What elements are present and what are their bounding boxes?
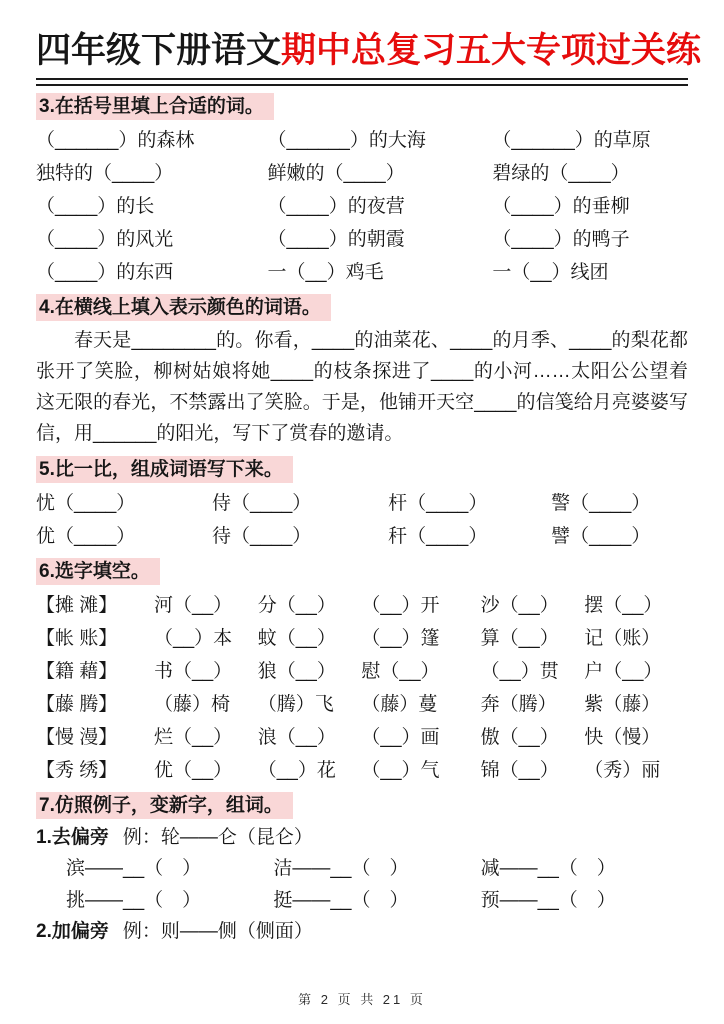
fill-blank-item: 秆（____）	[388, 525, 488, 547]
fill-blank-item: 优（__）	[154, 759, 233, 781]
page-title-red: 期中总复习五大专项过关练	[281, 31, 702, 70]
fill-blank-item: 【藤 腾】	[36, 693, 118, 715]
fill-blank-item: （__）开	[361, 594, 440, 616]
fill-blank-item: 碧绿的（____）	[492, 162, 630, 184]
fill-blank-item: 浪（__）	[257, 726, 336, 748]
page-title-black: 四年级下册语文	[36, 31, 282, 70]
section-4-heading: 4.在横线上填入表示颜色的词语。	[36, 294, 331, 321]
section-4-paragraph: 春天是________的。你看，____的油菜花、____的月季、____的梨花都张开了笑脸，柳树姑娘将她____的枝条探进了____的小河……太阳公公望着这无限的春光，不禁露出了笑脸。于是，他铺开天空____的信笺给月亮婆婆写信，用______的阳光，写下了赏春的邀请。	[36, 329, 688, 444]
section-3-grid	[36, 122, 688, 287]
fill-blank-item: 譬（____）	[551, 525, 651, 547]
fill-blank-item: 分（__）	[257, 594, 336, 616]
fill-blank-item: 减——__（ ）	[480, 858, 616, 879]
fill-blank-item: 滨——__（ ）	[66, 858, 202, 879]
fill-blank-item: 【秀 绣】	[36, 759, 118, 781]
section-5-heading: 5.比一比，组成词语写下来。	[36, 456, 293, 483]
fill-blank-item: （__）贯	[480, 660, 559, 682]
section-3-fill-brackets	[36, 93, 688, 287]
section-6-choose-character	[36, 558, 688, 785]
section-7-sub2-line	[36, 915, 688, 945]
fill-blank-item: （____）的朝霞	[267, 228, 405, 250]
fill-blank-item: （____）的垂柳	[492, 195, 630, 217]
fill-blank-item: 警（____）	[551, 492, 651, 514]
section-6-heading-row	[36, 558, 688, 585]
fill-blank-item: （____）的长	[36, 195, 155, 217]
fill-blank-item: 洁——__（ ）	[273, 858, 409, 879]
fill-blank-item: 锦（__）	[480, 759, 559, 781]
section-7-sub2-example: 例：则——侧（侧面）	[122, 921, 313, 942]
section-7-sub2-label: 2.加偏旁	[36, 921, 109, 942]
fill-blank-item: 【摊 滩】	[36, 594, 118, 616]
fill-blank-item: 【帐 账】	[36, 627, 118, 649]
fill-blank-item: 一（__）鸡毛	[267, 261, 384, 283]
fill-blank-item: 沙（__）	[480, 594, 559, 616]
section-6-grid	[36, 587, 688, 785]
section-5-grid	[36, 485, 688, 551]
fill-blank-item: 独特的（____）	[36, 162, 174, 184]
section-3-heading: 3.在括号里填上合适的词。	[36, 93, 274, 120]
fill-blank-item: 预——__（ ）	[480, 890, 616, 911]
section-7-sub1-label: 1.去偏旁	[36, 827, 109, 848]
fill-blank-item: 傲（__）	[480, 726, 559, 748]
fill-blank-item: 奔（腾）	[480, 693, 557, 715]
section-7-heading: 7.仿照例子，变新字，组词。	[36, 792, 293, 819]
fill-blank-item: 记（账）	[584, 627, 661, 649]
fill-blank-item: （____）的风光	[36, 228, 174, 250]
section-3-heading-row	[36, 93, 688, 120]
fill-blank-item: 蚊（__）	[257, 627, 336, 649]
fill-blank-item: 算（__）	[480, 627, 559, 649]
fill-blank-item: （______）的大海	[267, 129, 426, 151]
fill-blank-item: 河（__）	[154, 594, 233, 616]
fill-blank-item: 户（__）	[584, 660, 663, 682]
section-5-compare-characters	[36, 456, 688, 551]
fill-blank-item: （____）的东西	[36, 261, 174, 283]
title-double-rule	[36, 78, 688, 86]
fill-blank-item: 优（____）	[36, 525, 136, 547]
fill-blank-item: （__）气	[361, 759, 440, 781]
fill-blank-item: 侍（____）	[212, 492, 312, 514]
section-4-color-words	[36, 294, 688, 449]
fill-blank-item: 书（__）	[154, 660, 233, 682]
section-7-grid	[36, 851, 688, 915]
fill-blank-item: （__）篷	[361, 627, 440, 649]
fill-blank-item: 一（__）线团	[492, 261, 609, 283]
section-7-sub1-line	[36, 821, 688, 851]
fill-blank-item: 【慢 漫】	[36, 726, 118, 748]
fill-blank-item: （秀）丽	[584, 759, 661, 781]
section-7-heading-row	[36, 792, 688, 819]
fill-blank-item: 【籍 藉】	[36, 660, 118, 682]
fill-blank-item: 慰（__）	[361, 660, 440, 682]
section-4-heading-row	[36, 294, 688, 321]
fill-blank-item: 快（慢）	[584, 726, 661, 748]
fill-blank-item: （腾）飞	[257, 693, 334, 715]
fill-blank-item: （__）本	[154, 627, 233, 649]
section-6-heading: 6.选字填空。	[36, 558, 160, 585]
fill-blank-item: 摆（__）	[584, 594, 663, 616]
fill-blank-item: （藤）椅	[154, 693, 231, 715]
fill-blank-item: 杆（____）	[388, 492, 488, 514]
page-header	[36, 28, 702, 86]
fill-blank-item: （____）的夜营	[267, 195, 405, 217]
fill-blank-item: （______）的森林	[36, 129, 195, 151]
fill-blank-item: 忧（____）	[36, 492, 136, 514]
section-7-sub1-example: 例：轮——仑（昆仑）	[122, 827, 313, 848]
fill-blank-item: 挑——__（ ）	[66, 890, 202, 911]
section-7-new-character	[36, 792, 688, 945]
fill-blank-item: （__）画	[361, 726, 440, 748]
fill-blank-item: 挺——__（ ）	[273, 890, 409, 911]
fill-blank-item: 狼（__）	[257, 660, 336, 682]
page-number: 第 2 页 共 21 页	[298, 992, 426, 1007]
fill-blank-item: （____）的鸭子	[492, 228, 630, 250]
fill-blank-item: 鲜嫩的（____）	[267, 162, 405, 184]
fill-blank-item: 紫（藤）	[584, 693, 661, 715]
fill-blank-item: （______）的草原	[492, 129, 651, 151]
section-5-heading-row	[36, 456, 688, 483]
fill-blank-item: （藤）蔓	[361, 693, 438, 715]
page-title	[36, 28, 702, 74]
fill-blank-item: （__）花	[257, 759, 336, 781]
fill-blank-item: 待（____）	[212, 525, 312, 547]
fill-blank-item: 烂（__）	[154, 726, 233, 748]
